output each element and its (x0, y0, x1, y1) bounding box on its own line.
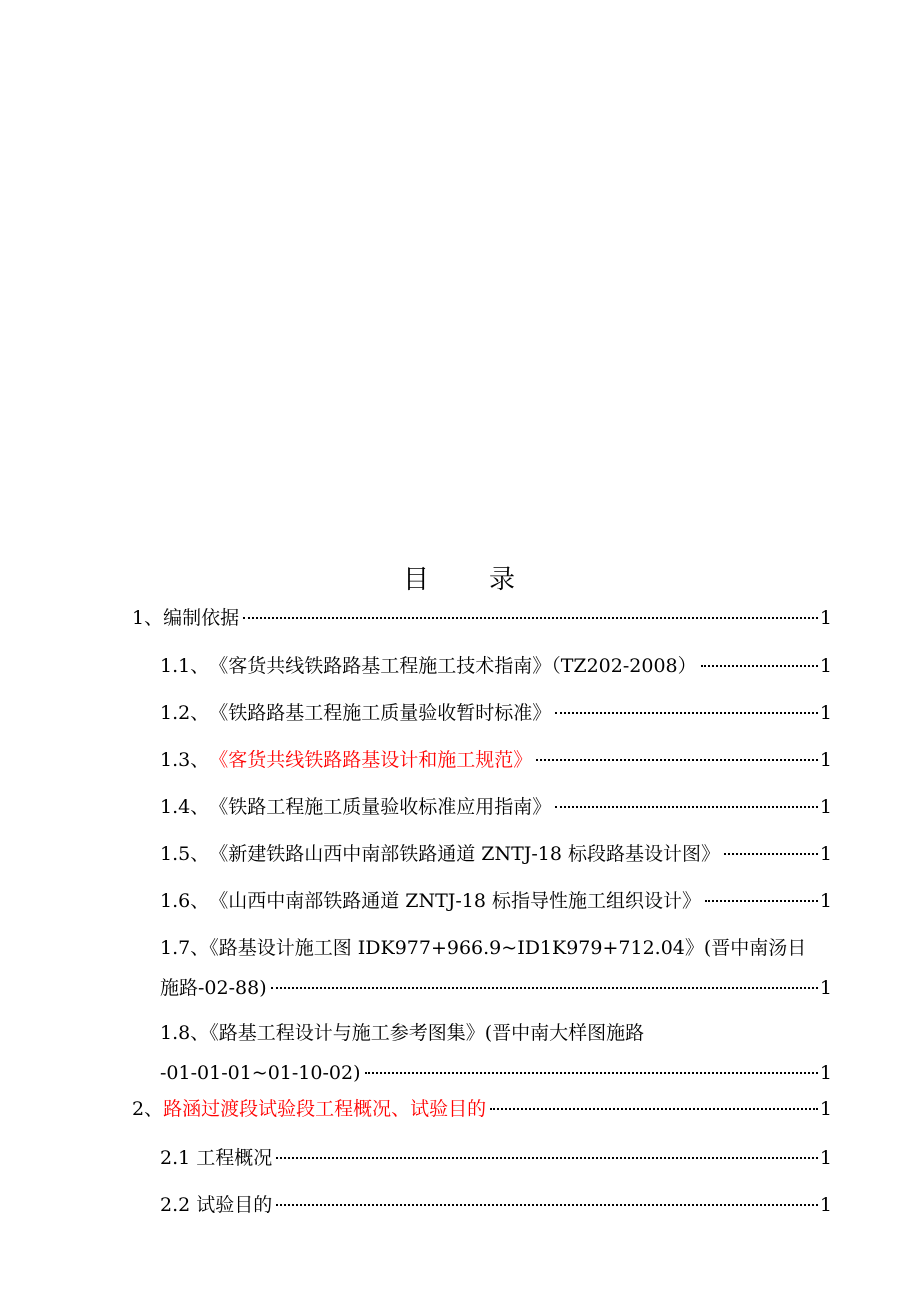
dot-leader (243, 617, 818, 619)
toc-entry-page: 1 (819, 607, 832, 629)
dot-leader (705, 900, 818, 902)
toc-entry-1-1[interactable] (160, 651, 832, 681)
toc-entry-page: 1 (819, 1062, 832, 1084)
toc-entry-1-8[interactable] (160, 1018, 832, 1088)
dot-leader (536, 759, 818, 761)
dot-leader (365, 1072, 818, 1074)
toc-entry-number: 1.1、 (160, 655, 210, 677)
toc-entry-1-5[interactable] (160, 839, 832, 869)
toc-entry-2-2[interactable] (160, 1190, 832, 1220)
toc-entry-label: 1、编制依据 (132, 607, 240, 629)
toc-entry-label: 《新建铁路山西中南部铁路通道 ZNTJ-18 标段路基设计图》 (209, 843, 721, 865)
toc-entry-label: 《路基设计施工图 IDK977+966.9~ID1K979+712.04》(晋中南汤日 (209, 937, 807, 959)
toc-entry-number: 1.8、 (160, 1022, 210, 1044)
dot-leader (555, 712, 818, 714)
toc-entry-number: 1.7、 (160, 937, 210, 959)
toc-entry-label: 2.1 工程概况 (160, 1147, 273, 1169)
toc-entry-label: 2.2 试验目的 (160, 1194, 273, 1216)
toc-entry-page: 1 (819, 749, 832, 771)
toc-entry-page: 1 (819, 1098, 832, 1120)
toc-entry-label: 《铁路工程施工质量验收标准应用指南》 (209, 796, 552, 818)
toc-entry-1-7[interactable] (160, 933, 832, 1003)
toc-entry-1-4[interactable] (160, 792, 832, 822)
toc-entry-label-continued: 施路-02-88) (160, 977, 267, 999)
toc-entry-number: 1.4、 (160, 796, 210, 818)
toc-entry-number: 1.6、 (160, 890, 210, 912)
dot-leader (701, 665, 818, 667)
dot-leader (271, 987, 818, 989)
toc-entry-label: 《铁路路基工程施工质量验收暂时标准》 (209, 702, 552, 724)
dot-leader (276, 1204, 818, 1206)
toc-entry-number: 1.3、 (160, 749, 210, 771)
toc-entry-number: 1.2、 (160, 702, 210, 724)
toc-entry-label: 《客货共线铁路路基设计和施工规范》 (209, 749, 533, 771)
toc-title-char-2: 录 (489, 565, 518, 595)
toc-entry-2-1[interactable] (160, 1143, 832, 1173)
toc-title-char-1: 目 (402, 565, 431, 595)
toc-entry-label: 《路基工程设计与施工参考图集》(晋中南大样图施路 (209, 1022, 645, 1044)
toc-entry-1-6[interactable] (160, 886, 832, 916)
toc-entry-number: 1.5、 (160, 843, 210, 865)
toc-entry-label: 路涵过渡段试验段工程概况、试验目的 (163, 1098, 487, 1120)
toc-entry-1[interactable] (132, 603, 832, 633)
toc-entry-page: 1 (819, 843, 832, 865)
toc-entry-page: 1 (819, 1147, 832, 1169)
toc-entry-label-continued: -01-01-01~01-10-02) (160, 1062, 361, 1084)
dot-leader (555, 806, 818, 808)
toc-entry-page: 1 (819, 1194, 832, 1216)
toc-entry-page: 1 (819, 796, 832, 818)
toc-entry-1-3[interactable] (160, 745, 832, 775)
toc-entry-1-2[interactable] (160, 698, 832, 728)
toc-entry-number: 2、 (132, 1098, 164, 1120)
toc-entry-label: 《山西中南部铁路通道 ZNTJ-18 标指导性施工组织设计》 (209, 890, 702, 912)
dot-leader (490, 1108, 818, 1110)
toc-entry-page: 1 (819, 977, 832, 999)
toc-entry-page: 1 (819, 655, 832, 677)
toc-entry-2[interactable] (132, 1094, 832, 1124)
toc-entry-label: 《客货共线铁路路基工程施工技术指南》（TZ202-2008） (209, 655, 697, 677)
toc-entry-page: 1 (819, 890, 832, 912)
toc-entry-page: 1 (819, 702, 832, 724)
toc-title (0, 560, 920, 600)
dot-leader (724, 853, 818, 855)
dot-leader (276, 1157, 818, 1159)
